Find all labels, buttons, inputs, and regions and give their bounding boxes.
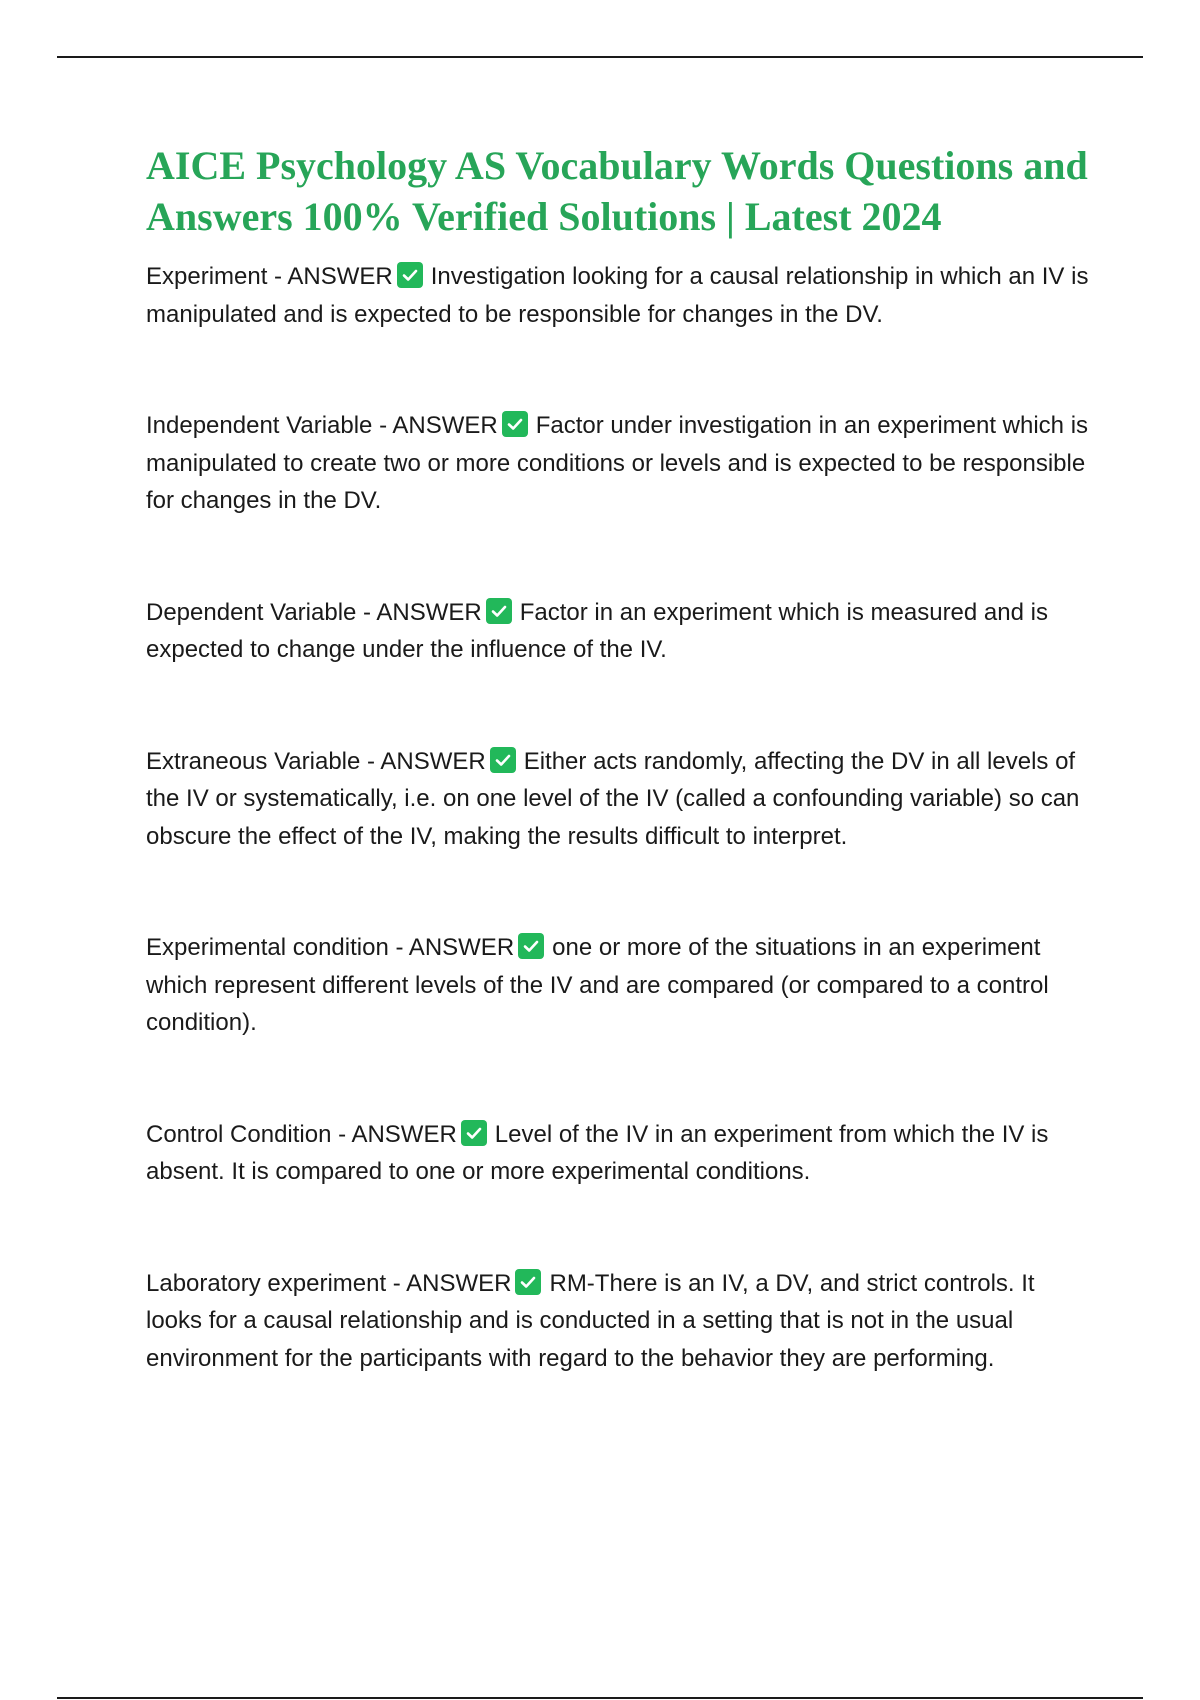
entry-answer: RM-There is an IV, a DV, and strict controls. It looks for a causal relationship and is conducted in a setting that is not in the usual environment for the participants with regard to the behavior they are performing.: [146, 1269, 1035, 1372]
entry-prompt: Independent Variable - ANSWER: [146, 412, 498, 439]
entry-answer: Either acts randomly, affecting the DV in all levels of the IV or systematically, i.e. on one level of the IV (called a confounding variable) so can obscure the effect of the IV, making the results difficult to interpret.: [146, 747, 1080, 850]
document-title: AICE Psychology AS Vocabulary Words Questions and Answers 100% Verified Solutions | Latest 2024: [146, 143, 1088, 239]
bottom-rule: [57, 1697, 1143, 1699]
entry-prompt: Extraneous Variable - ANSWER: [146, 747, 486, 775]
checkmark-icon: [397, 262, 423, 288]
entry-answer: Investigation looking for a causal relationship in which an IV is manipulated and is expected to be responsible for changes in the DV.: [146, 263, 1089, 328]
list-item: [146, 743, 1096, 856]
entry-answer: Factor under investigation in an experiment which is manipulated to create two or more conditions or levels and is expected to be responsible for changes in the DV.: [146, 412, 1089, 514]
list-item: [146, 258, 1096, 333]
list-item: [146, 407, 1096, 520]
checkmark-icon: [461, 1120, 487, 1146]
entry-prompt: Laboratory experiment - ANSWER: [146, 1269, 512, 1297]
list-item: [146, 594, 1096, 669]
top-rule: [57, 56, 1143, 58]
checkmark-icon: [518, 933, 544, 959]
checkmark-icon: [502, 411, 528, 437]
entry-answer: Factor in an experiment which is measured and is expected to change under the influence of the IV.: [146, 598, 1048, 663]
entry-answer: one or more of the situations in an experiment which represent different levels of the IV and are compared (or compared to a control condition).: [146, 934, 1049, 1036]
checkmark-icon: [490, 747, 516, 773]
entry-prompt: Experiment - ANSWER: [146, 263, 393, 290]
entry-prompt: Experimental condition - ANSWER: [146, 934, 515, 961]
entry-prompt: Dependent Variable - ANSWER: [146, 598, 482, 626]
entry-list: [146, 258, 1096, 1377]
checkmark-icon: [515, 1269, 541, 1295]
entry-prompt: Control Condition - ANSWER: [146, 1120, 457, 1148]
entry-answer: Level of the IV in an experiment from which the IV is absent. It is compared to one or more experimental conditions.: [146, 1120, 1049, 1185]
document-body: [146, 140, 1096, 1451]
checkmark-icon: [486, 598, 512, 624]
list-item: [146, 1265, 1096, 1378]
list-item: [146, 929, 1096, 1042]
list-item: [146, 1116, 1096, 1191]
